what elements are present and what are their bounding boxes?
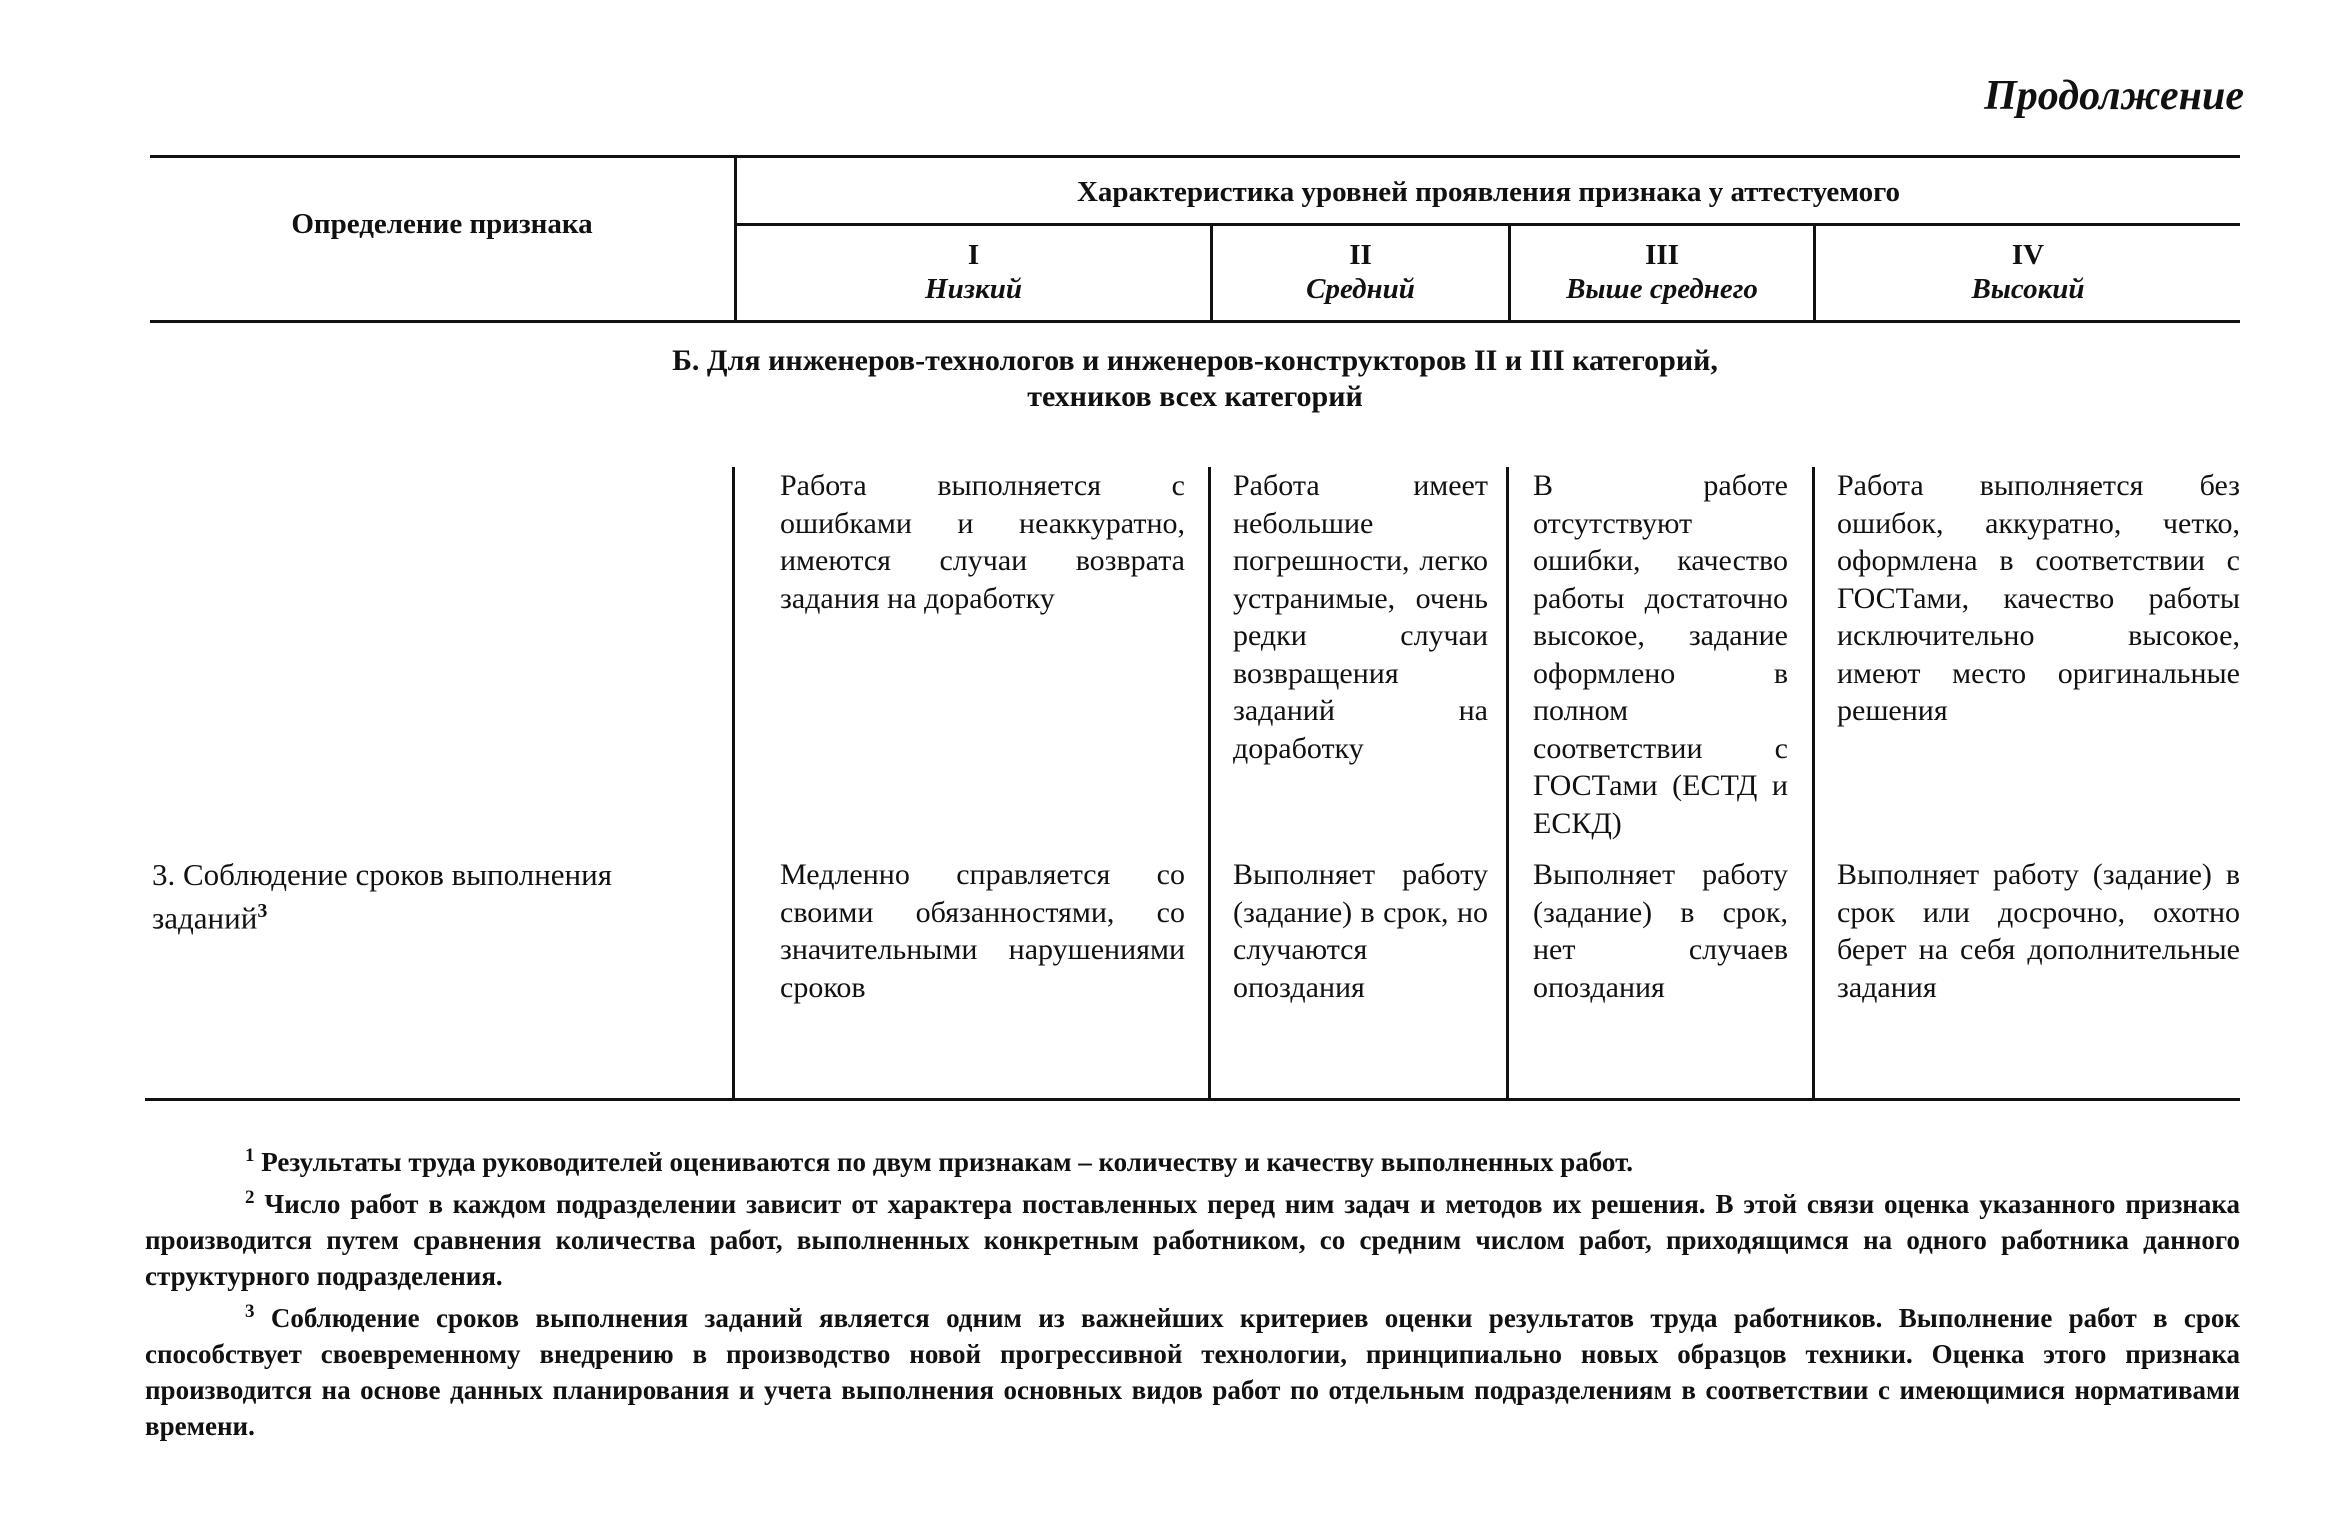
footnote-text: Соблюдение сроков выполнения заданий является одним из важнейших критериев оценки результатов труда работников. Выполнение работ в срок способствует своевременному внедрению в производство новой прогрессивной технологии, принципиально новых образцов техники. Оценка этого признака производится на основе данных планирования и учета выполнения основных видов работ по отдельным подразделениям в соответствии с имеющимися нормативами времени. (145, 1303, 2240, 1441)
level-header-3 (1511, 238, 1813, 306)
header-mid-rule (735, 223, 2240, 226)
row2-attribute-text: 3. Соблюдение сроков выполнения заданий (152, 857, 612, 936)
level-number: IV (2011, 239, 2045, 271)
level-number: II (1349, 239, 1372, 271)
row2-level4-cell: Выполняет работу (задание) в срок или досрочно, охотно берет на себя дополнительные задания (1837, 858, 2240, 1004)
body-divider-col1 (1208, 467, 1211, 1099)
header-bottom-rule (150, 320, 2240, 323)
footnote-mark: 3 (245, 1301, 255, 1322)
level-name: Выше среднего (1566, 273, 1758, 305)
body-divider-col2 (1506, 467, 1509, 1099)
row1-level4-cell: Работа выполняется без ошибок, аккуратно, четко, оформлена в соответствии с ГОСТами, качество работы исключительно высокое, имеют место оригинальные решения (1837, 469, 2240, 727)
footnote-1 (145, 1138, 2240, 1180)
row2-level2-cell: Выполняет работу (задание) в срок, но случаются опоздания (1233, 858, 1488, 1004)
table-bottom-rule (145, 1098, 2240, 1101)
attribute-definition-header: Определение признака (291, 208, 593, 240)
table-top-rule (150, 155, 2240, 158)
row2-level1-cell: Медленно справляется со своими обязанностями, со значительными нарушениями сроков (780, 858, 1185, 1004)
footnote-3 (145, 1294, 2240, 1444)
footnote-2 (145, 1180, 2240, 1294)
section-heading-line2: техников всех категорий (1027, 380, 1363, 413)
section-heading (150, 343, 2240, 415)
continuation-label: Продолжение (1984, 73, 2244, 119)
level-number: III (1645, 239, 1679, 271)
body-divider-col0 (732, 467, 735, 1099)
row2-level3-cell: Выполняет работу (задание) в срок, нет случаев опоздания (1533, 858, 1788, 1004)
level-name: Высокий (1971, 273, 2085, 305)
footnote-ref-3: 3 (257, 900, 268, 922)
row1-level2-cell: Работа имеет небольшие погрешности, легко устранимые, очень редки случаи возвращения заданий на доработку (1233, 469, 1488, 765)
row1-level3-cell: В работе отсутствуют ошибки, качество работы достаточно высокое, задание оформлено в полном соответствии с ГОСТами (ЕСТД и ЕСКД) (1533, 469, 1788, 840)
section-heading-line1: Б. Для инженеров-технологов и инженеров-конструкторов II и III категорий, (672, 344, 1718, 377)
footnote-text: Результаты труда руководителей оцениваются по двум признакам – количеству и качеству выполненных работ. (261, 1147, 1634, 1177)
footnote-mark: 2 (245, 1187, 255, 1208)
row1-level1-cell: Работа выполняется с ошибками и неаккуратно, имеются случаи возврата задания на доработку (780, 469, 1185, 615)
level-name: Низкий (925, 273, 1022, 305)
footnote-text: Число работ в каждом подразделении зависит от характера поставленных перед ним задач и методов их решения. В этой связи оценка указанного признака производится путем сравнения количества работ, выполненных конкретным работником, со средним числом работ, приходящимся на одного работника данного структурного подразделения. (145, 1189, 2241, 1291)
characteristic-header: Характеристика уровней проявления признака у аттестуемого (1076, 176, 1901, 208)
level-header-4 (1816, 238, 2240, 306)
level-name: Средний (1306, 273, 1415, 305)
body-divider-col3 (1812, 467, 1815, 1099)
footnotes (145, 1138, 2240, 1444)
footnote-mark: 1 (245, 1145, 255, 1166)
level-header-2 (1213, 238, 1508, 306)
level-number: I (967, 239, 980, 271)
row2-attribute-label (152, 856, 732, 936)
level-header-1 (737, 238, 1210, 306)
